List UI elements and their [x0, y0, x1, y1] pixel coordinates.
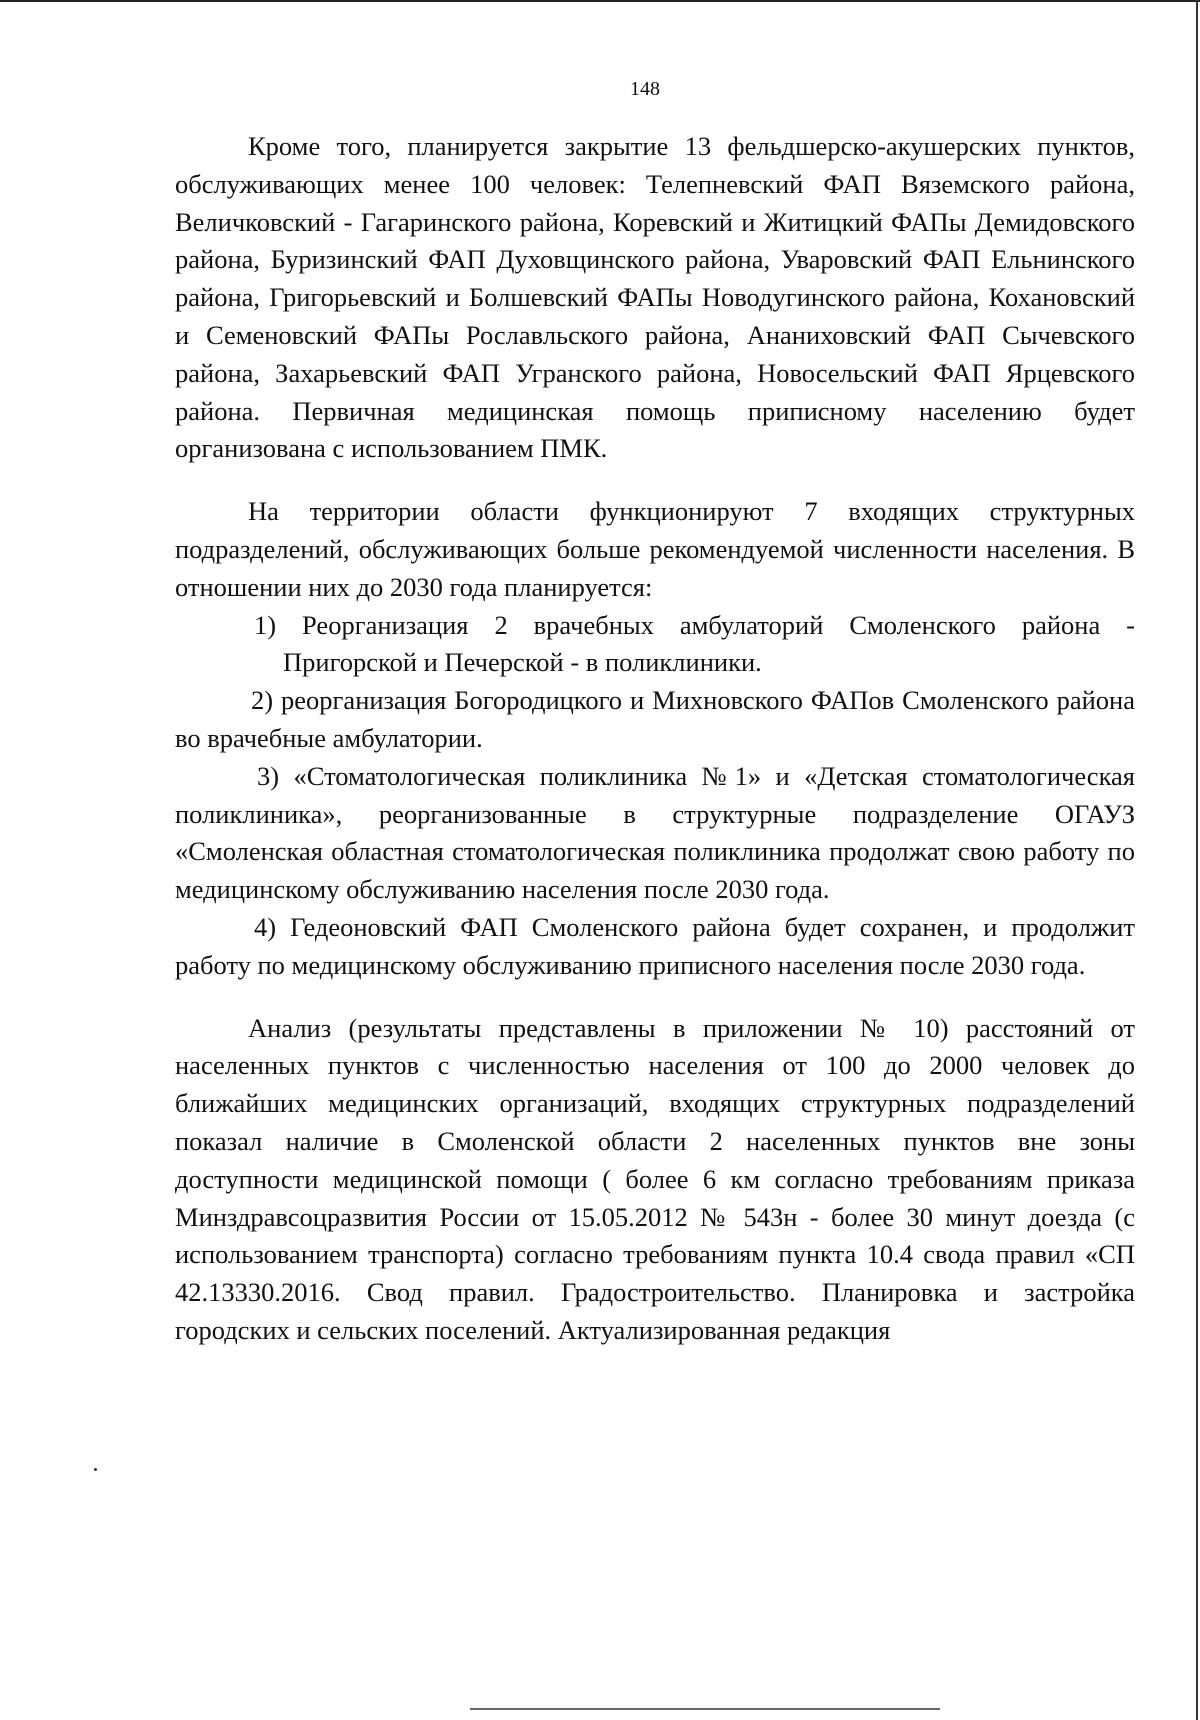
document-body: [175, 128, 1135, 1350]
page-number: 148: [630, 78, 660, 100]
list-marker: 2): [251, 685, 274, 716]
list-item-text: Гедеоновский ФАП Смоленского района будет сохранен, и продолжит работу по медицинскому обслуживанию приписного населения после 2030 года.: [175, 911, 1136, 980]
paragraph-accessibility-analysis: Анализ (результаты представлены в приложении № 10) расстояний от населенных пунктов с численностью населения от 100 до 2000 человек до ближайших медицинских организаций, входящих структурных подразделений показал наличие в Смоленской области 2 населенных пунктов вне зоны доступности медицинской помощи ( более 6 км согласно требованиям приказа Минздравсоцразвития России от 15.05.2012 № 543н - более 30 минут доезда (с использованием транспорта) согласно требованиям пункта 10.4 свода правил «СП 42.13330.2016. Свод правил. Градостроительство. Планировка и застройка городских и сельских поселений. Актуализированная редакция: [175, 1012, 1135, 1345]
scan-edge-bottom: [470, 1708, 940, 1710]
paragraph-structural-units: На территории области функционируют 7 входящих структурных подразделений, обслуживающих больше рекомендуемой численности населения. В отношении них до 2030 года планируется:: [175, 496, 1135, 602]
list-item-text: Реорганизация 2 врачебных амбулаторий Смоленского района - Пригорской и Печерской - в поликлиники.: [283, 609, 1135, 678]
list-item-1: [175, 607, 1135, 683]
scan-edge-right: [1196, 0, 1198, 1720]
list-item-text: реорганизация Богородицкого и Михновского ФАПов Смоленского района во врачебные амбулатории.: [175, 685, 1135, 753]
list-marker: 3): [257, 760, 280, 791]
list-item-text: «Стоматологическая поликлиника №1» и «Детская стоматологическая поликлиника», реорганизованные в структурные подразделение ОГАУЗ «Смоленская областная стоматологическая поликлиника продолжат свою работу по медицинскому обслуживанию населения после 2030 года.: [175, 760, 1135, 905]
paragraph-fap-closures: Кроме того, планируется закрытие 13 фельдшерско-акушерских пунктов, обслуживающих менее 100 человек: Телепневский ФАП Вяземского района, Величковский - Гагаринского района, Коревский и Житицкий ФАПы Демидовского района, Буризинский ФАП Духовщинского района, Уваровский ФАП Ельнинского района, Григорьевский и Болшевский ФАПы Новодугинского района, Кохановский и Семеновский ФАПы Рославльского района, Ананиховский ФАП Сычевского района, Захарьевский ФАП Угранского района, Новосельский ФАП Ярцевского района. Первичная медицинская помощь приписному населению будет организована с использованием ПМК.: [175, 131, 1135, 464]
list-item-2: [175, 682, 1135, 758]
scan-edge-top: [0, 0, 1200, 2]
list-item-3: [175, 758, 1135, 909]
list-item-4: [175, 909, 1135, 985]
list-marker: 4): [254, 911, 277, 942]
scan-speck: [94, 1468, 97, 1471]
list-marker: 1): [254, 609, 277, 640]
